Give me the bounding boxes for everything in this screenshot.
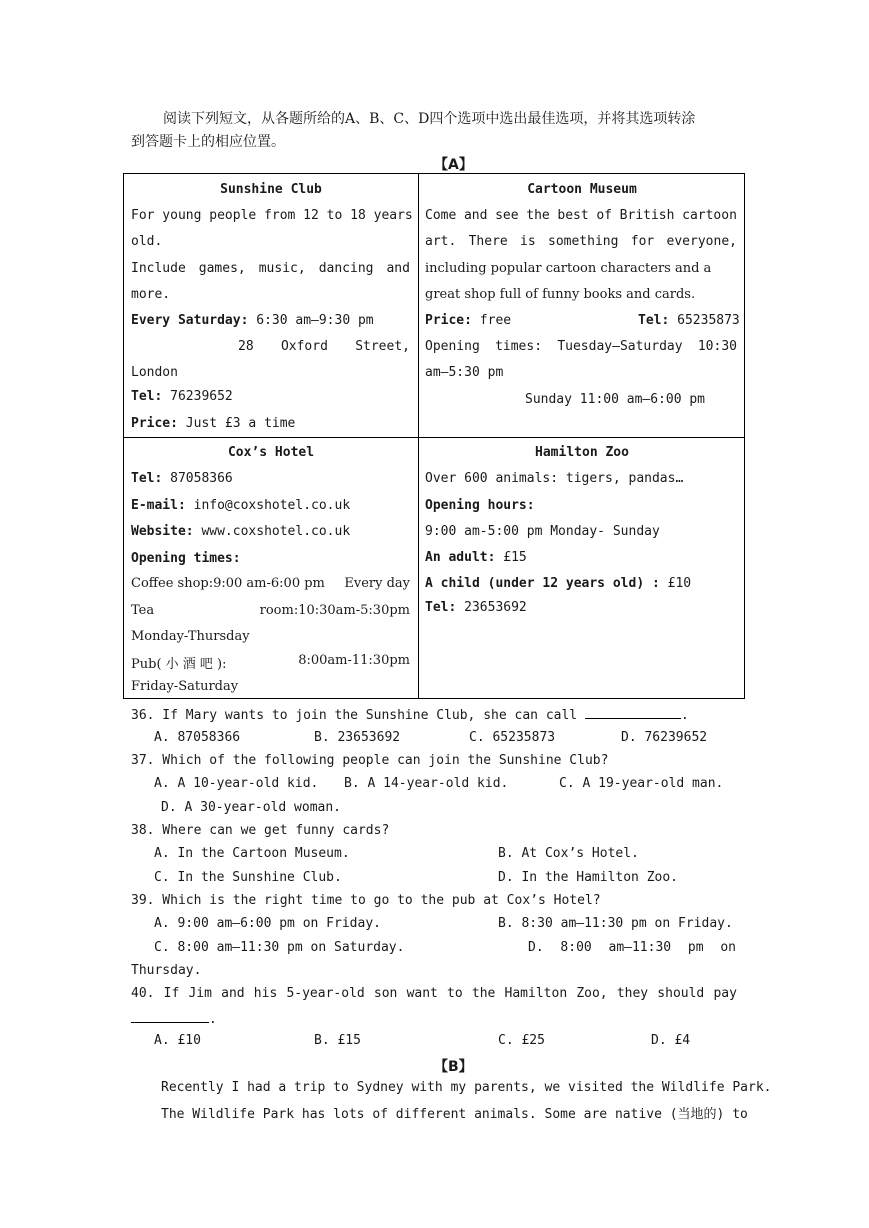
cox-email: E-mail: info@coxshotel.co.uk <box>131 498 351 513</box>
q40-option-d: D. £4 <box>651 1033 691 1048</box>
sunshine-saturday: Every Saturday: 6:30 am—9:30 pm <box>131 313 374 328</box>
q36-option-b: B. 23653692 <box>314 730 401 745</box>
q38-option-a: A. In the Cartoon Museum. <box>154 846 350 861</box>
cox-tea-days: Monday-Thursday <box>131 629 250 644</box>
q36-option-a: A. 87058366 <box>154 730 241 745</box>
q40-option-b: B. £15 <box>314 1033 361 1048</box>
cartoon-opening-2: am—5:30 pm <box>425 365 504 380</box>
q39-option-d: D. 8:00 am—11:30 pm on <box>528 940 736 955</box>
cartoon-tel: Tel: 65235873 <box>638 313 740 328</box>
cox-pub-days: Friday-Saturday <box>131 679 239 694</box>
q39-option-b: B. 8:30 am—11:30 pm on Friday. <box>498 916 733 931</box>
answer-blank <box>585 706 681 719</box>
zoo-animals: Over 600 animals: tigers, pandas… <box>425 471 684 486</box>
zoo-adult-price: An adult: £15 <box>425 550 527 565</box>
question-40: 40. If Jim and his 5-year-old son want to the Hamilton Zoo, they should pay <box>131 986 737 1001</box>
cartoon-line-3: including popular cartoon characters and a <box>425 261 712 276</box>
sunshine-include-2: more. <box>131 287 171 302</box>
ads-table <box>123 173 745 699</box>
cartoon-sunday: Sunday 11:00 am—6:00 pm <box>525 392 706 407</box>
instruction-line-2: 到答题卡上的相应位置。 <box>131 134 285 150</box>
answer-blank <box>131 1010 209 1023</box>
q38-option-d: D. In the Hamilton Zoo. <box>498 870 679 885</box>
q36-option-d: D. 76239652 <box>621 730 708 745</box>
zoo-hours: 9:00 am-5:00 pm Monday- Sunday <box>425 524 660 539</box>
question-38: 38. Where can we get funny cards? <box>131 823 390 838</box>
q37-option-c: C. A 19-year-old man. <box>559 776 724 791</box>
q39-option-d-cont: Thursday. <box>131 963 202 978</box>
cartoon-opening-line: Opening times: Tuesday—Saturday 10:30 <box>425 339 737 354</box>
q36-option-c: C. 65235873 <box>469 730 556 745</box>
passage-b-line-1: Recently I had a trip to Sydney with my parents, we visited the Wildlife Park. <box>161 1080 772 1095</box>
sunshine-desc-2: old. <box>131 234 163 249</box>
zoo-child-price: A child (under 12 years old) : £10 <box>425 576 692 591</box>
q37-option-d: D. A 30-year-old woman. <box>161 800 342 815</box>
cartoon-line-4: great shop full of funny books and cards. <box>425 287 696 302</box>
q39-option-a: A. 9:00 am—6:00 pm on Friday. <box>154 916 381 931</box>
cartoon-price: Price: free <box>425 313 512 328</box>
q38-option-b: B. At Cox’s Hotel. <box>498 846 639 861</box>
cox-tea-line: Tea room:10:30am-5:30pm <box>131 603 410 618</box>
sunshine-address-line: 28 Oxford Street, <box>238 339 410 354</box>
q39-option-c: C. 8:00 am—11:30 pm on Saturday. <box>154 940 405 955</box>
question-39: 39. Which is the right time to go to the pub at Cox’s Hotel? <box>131 893 601 908</box>
cox-tel: Tel: 87058366 <box>131 471 233 486</box>
question-37: 37. Which of the following people can join the Sunshine Club? <box>131 753 609 768</box>
cox-pub-line: Pub( 小 酒 吧 ): 8:00am-11:30pm <box>131 653 410 672</box>
cartoon-line-2: art. There is something for everyone, <box>425 234 737 249</box>
instruction-line-1: 阅读下列短文，从各题所给的A、B、C、D四个选项中选出最佳选项，并将其选项转涂 <box>163 111 696 127</box>
cartoon-line-1: Come and see the best of British cartoon <box>425 208 737 223</box>
section-b-label: 【B】 <box>434 1059 473 1075</box>
passage-b-line-2: The Wildlife Park has lots of different animals. Some are native (当地的) to <box>161 1107 748 1122</box>
section-a-label: 【A】 <box>434 157 473 173</box>
cox-opening-label: Opening times: <box>131 551 241 566</box>
question-36: 36. If Mary wants to join the Sunshine Club, she can call . <box>131 708 689 723</box>
q40-option-c: C. £25 <box>498 1033 545 1048</box>
q40-option-a: A. £10 <box>154 1033 201 1048</box>
sunshine-desc-1: For young people from 12 to 18 years <box>131 208 413 223</box>
zoo-tel: Tel: 23653692 <box>425 600 527 615</box>
sunshine-include-line: Include games, music, dancing and <box>131 261 410 276</box>
sunshine-tel: Tel: 76239652 <box>131 389 233 404</box>
q37-option-a: A. A 10-year-old kid. <box>154 776 319 791</box>
sunshine-club-title: Sunshine Club <box>220 182 322 197</box>
cox-website: Website: www.coxshotel.co.uk <box>131 524 351 539</box>
sunshine-address-2: London <box>131 365 178 380</box>
hamilton-zoo-title: Hamilton Zoo <box>535 445 629 460</box>
sunshine-price: Price: Just £3 a time <box>131 416 296 431</box>
q38-option-c: C. In the Sunshine Club. <box>154 870 342 885</box>
cox-hotel-title: Cox’s Hotel <box>227 445 315 460</box>
zoo-hours-label: Opening hours: <box>425 498 535 513</box>
question-40-cont: . <box>131 1010 217 1027</box>
cox-coffee-line: Coffee shop:9:00 am-6:00 pm Every day <box>131 576 410 591</box>
cartoon-museum-title: Cartoon Museum <box>527 182 637 197</box>
q37-option-b: B. A 14-year-old kid. <box>344 776 509 791</box>
